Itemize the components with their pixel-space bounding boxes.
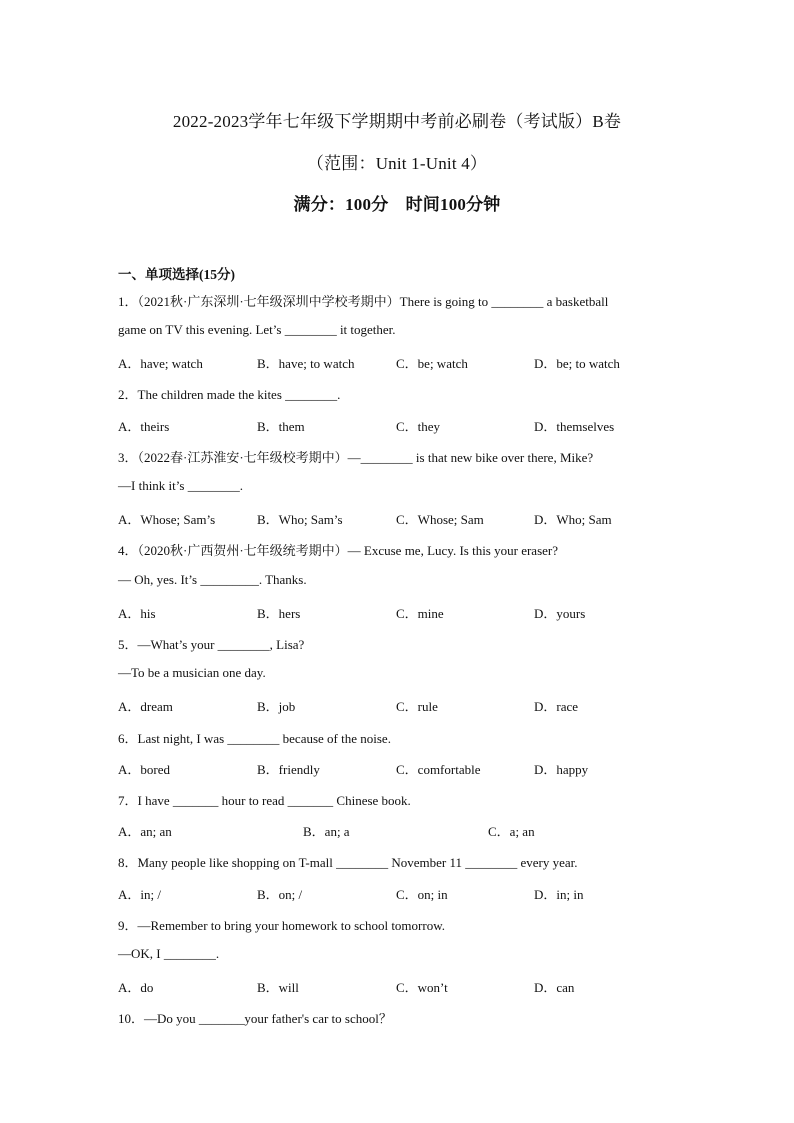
option-d[interactable]: D．race xyxy=(534,699,579,714)
option-b[interactable]: B．have; to watch xyxy=(257,356,355,371)
option-d[interactable]: D．yours xyxy=(534,606,586,621)
question-3-options xyxy=(118,509,678,525)
exam-range: （范围：Unit 1-Unit 4） xyxy=(306,154,488,173)
question-6-options xyxy=(118,759,678,775)
option-d[interactable]: D．in; in xyxy=(534,887,584,902)
question-5-options xyxy=(118,696,678,712)
option-a[interactable]: A．an; an xyxy=(118,824,172,839)
question-5-line-2: —To be a musician one day. xyxy=(118,665,266,680)
option-d[interactable]: D．happy xyxy=(534,762,589,777)
question-6-line-1: 6．Last night, I was ________ because of the noise. xyxy=(118,731,391,746)
option-c[interactable]: C．rule xyxy=(396,699,438,714)
question-8-line-1: 8．Many people like shopping on T-mall ________ November 11 ________ every year. xyxy=(118,855,578,870)
option-a[interactable]: A．theirs xyxy=(118,419,170,434)
question-5-line-1: 5．—What’s your ________, Lisa? xyxy=(118,637,305,652)
option-b[interactable]: B．them xyxy=(257,419,305,434)
option-d[interactable]: D．themselves xyxy=(534,419,615,434)
option-c[interactable]: C．be; watch xyxy=(396,356,468,371)
option-b[interactable]: B．Who; Sam’s xyxy=(257,512,343,527)
option-b[interactable]: B．on; / xyxy=(257,887,303,902)
exam-score-time: 满分：100分 时间100分钟 xyxy=(293,195,501,214)
option-b[interactable]: B．hers xyxy=(257,606,301,621)
option-b[interactable]: B．an; a xyxy=(303,824,350,839)
option-b[interactable]: B．friendly xyxy=(257,762,320,777)
option-d[interactable]: D．Who; Sam xyxy=(534,512,612,527)
question-8-options xyxy=(118,884,678,900)
option-d[interactable]: D．be; to watch xyxy=(534,356,620,371)
option-a[interactable]: A．do xyxy=(118,980,154,995)
question-3-line-1: 3．（2022春·江苏淮安·七年级校考期中）—________ is that new bike over there, Mike? xyxy=(118,450,594,465)
section-heading: 一、单项选择(15分) xyxy=(118,267,235,282)
option-b[interactable]: B．job xyxy=(257,699,296,714)
option-a[interactable]: A．dream xyxy=(118,699,173,714)
question-3-line-2: —I think it’s ________. xyxy=(118,478,243,493)
option-c[interactable]: C．Whose; Sam xyxy=(396,512,484,527)
option-d[interactable]: D．can xyxy=(534,980,575,995)
question-7-options xyxy=(118,821,678,837)
option-c[interactable]: C．mine xyxy=(396,606,444,621)
option-a[interactable]: A．bored xyxy=(118,762,170,777)
option-a[interactable]: A．have; watch xyxy=(118,356,203,371)
question-7-line-1: 7．I have _______ hour to read _______ Chinese book. xyxy=(118,793,411,808)
question-4-line-1: 4．（2020秋·广西贺州·七年级统考期中）— Excuse me, Lucy. Is this your eraser? xyxy=(118,543,558,558)
option-a[interactable]: A．his xyxy=(118,606,156,621)
option-c[interactable]: C．on; in xyxy=(396,887,448,902)
question-1-options xyxy=(118,353,678,369)
option-c[interactable]: C．a; an xyxy=(488,824,535,839)
question-4-line-2: — Oh, yes. It’s _________. Thanks. xyxy=(118,572,307,587)
option-b[interactable]: B．will xyxy=(257,980,299,995)
question-9-options xyxy=(118,977,678,993)
option-a[interactable]: A．in; / xyxy=(118,887,161,902)
question-4-options xyxy=(118,603,678,619)
question-9-line-1: 9．—Remember to bring your homework to school tomorrow. xyxy=(118,918,445,933)
option-a[interactable]: A．Whose; Sam’s xyxy=(118,512,216,527)
option-c[interactable]: C．they xyxy=(396,419,441,434)
question-1-line-2: game on TV this evening. Let’s ________ it together. xyxy=(118,322,396,337)
question-2-line-1: 2．The children made the kites ________. xyxy=(118,387,341,402)
exam-title: 2022-2023学年七年级下学期期中考前必刷卷（考试版）B卷 xyxy=(172,112,622,131)
option-c[interactable]: C．comfortable xyxy=(396,762,481,777)
option-c[interactable]: C．won’t xyxy=(396,980,448,995)
question-10-line-1: 10．—Do you _______your father's car to school？ xyxy=(118,1011,392,1026)
question-1-line-1: 1．（2021秋·广东深圳·七年级深圳中学校考期中）There is going to ________ a basketball xyxy=(118,294,609,309)
question-2-options xyxy=(118,416,678,432)
question-9-line-2: —OK, I ________. xyxy=(118,946,220,961)
